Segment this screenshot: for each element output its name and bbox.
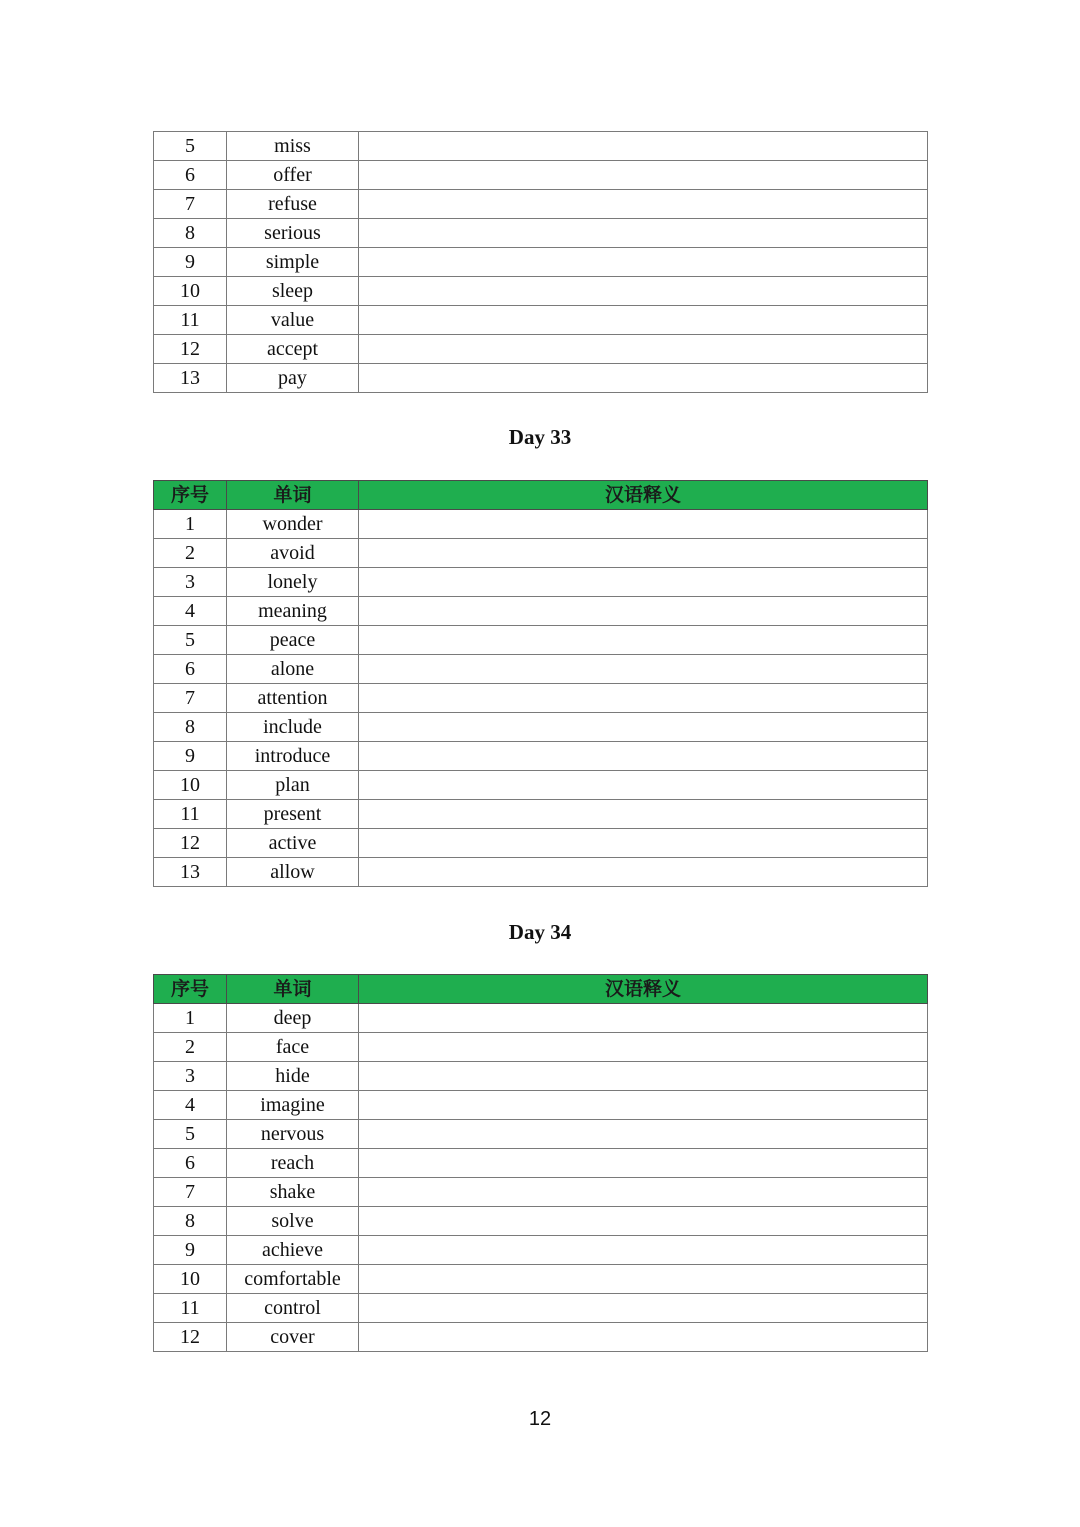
row-number: 10 — [154, 771, 227, 800]
row-number: 12 — [154, 829, 227, 858]
row-meaning — [359, 800, 928, 829]
table-row — [154, 1178, 928, 1207]
row-word: comfortable — [227, 1265, 359, 1294]
row-number: 8 — [154, 219, 227, 248]
row-meaning — [359, 626, 928, 655]
row-word: shake — [227, 1178, 359, 1207]
table-row — [154, 1207, 928, 1236]
row-meaning — [359, 335, 928, 364]
vocab-table-continued — [153, 131, 928, 393]
table-row — [154, 1323, 928, 1352]
row-word: control — [227, 1294, 359, 1323]
row-meaning — [359, 858, 928, 887]
row-meaning — [359, 1265, 928, 1294]
row-number: 6 — [154, 655, 227, 684]
row-meaning — [359, 161, 928, 190]
row-word: avoid — [227, 539, 359, 568]
row-number: 7 — [154, 1178, 227, 1207]
table-row — [154, 1004, 928, 1033]
row-meaning — [359, 829, 928, 858]
table-row — [154, 1265, 928, 1294]
vocab-table-body — [154, 1004, 928, 1352]
row-number: 5 — [154, 132, 227, 161]
row-number: 2 — [154, 1033, 227, 1062]
row-number: 12 — [154, 335, 227, 364]
row-word: offer — [227, 161, 359, 190]
table-row — [154, 335, 928, 364]
row-meaning — [359, 1323, 928, 1352]
row-number: 7 — [154, 190, 227, 219]
table-row — [154, 800, 928, 829]
row-word: simple — [227, 248, 359, 277]
row-word: refuse — [227, 190, 359, 219]
vocab-table-day-34 — [153, 974, 928, 1352]
header-row — [154, 481, 928, 510]
row-meaning — [359, 1294, 928, 1323]
row-meaning — [359, 539, 928, 568]
row-meaning — [359, 248, 928, 277]
row-word: meaning — [227, 597, 359, 626]
header-number: 序号 — [154, 481, 227, 510]
row-word: pay — [227, 364, 359, 393]
vocab-table-body — [154, 132, 928, 393]
row-number: 5 — [154, 626, 227, 655]
row-word: present — [227, 800, 359, 829]
row-number: 9 — [154, 1236, 227, 1265]
row-number: 3 — [154, 568, 227, 597]
row-number: 11 — [154, 306, 227, 335]
row-word: solve — [227, 1207, 359, 1236]
table-row — [154, 1294, 928, 1323]
row-word: cover — [227, 1323, 359, 1352]
row-meaning — [359, 1004, 928, 1033]
table-row — [154, 510, 928, 539]
row-meaning — [359, 684, 928, 713]
row-number: 11 — [154, 1294, 227, 1323]
table-row — [154, 1062, 928, 1091]
row-meaning — [359, 364, 928, 393]
row-number: 9 — [154, 248, 227, 277]
row-meaning — [359, 219, 928, 248]
table-row — [154, 190, 928, 219]
row-number: 1 — [154, 510, 227, 539]
row-number: 4 — [154, 1091, 227, 1120]
row-word: include — [227, 713, 359, 742]
row-meaning — [359, 597, 928, 626]
table-row — [154, 684, 928, 713]
row-word: sleep — [227, 277, 359, 306]
row-word: attention — [227, 684, 359, 713]
row-meaning — [359, 655, 928, 684]
table-row — [154, 1236, 928, 1265]
row-word: hide — [227, 1062, 359, 1091]
row-word: lonely — [227, 568, 359, 597]
row-number: 10 — [154, 277, 227, 306]
day-34-title: Day 34 — [508, 920, 572, 944]
table-header — [154, 481, 928, 510]
row-meaning — [359, 568, 928, 597]
table-row — [154, 742, 928, 771]
row-meaning — [359, 1062, 928, 1091]
row-word: serious — [227, 219, 359, 248]
table-row — [154, 1149, 928, 1178]
row-word: miss — [227, 132, 359, 161]
row-meaning — [359, 132, 928, 161]
table-row — [154, 655, 928, 684]
row-word: imagine — [227, 1091, 359, 1120]
row-number: 10 — [154, 1265, 227, 1294]
table-row — [154, 161, 928, 190]
table-row — [154, 306, 928, 335]
row-word: face — [227, 1033, 359, 1062]
row-meaning — [359, 1236, 928, 1265]
table-row — [154, 568, 928, 597]
table-row — [154, 219, 928, 248]
row-word: wonder — [227, 510, 359, 539]
row-number: 13 — [154, 364, 227, 393]
row-word: introduce — [227, 742, 359, 771]
row-number: 8 — [154, 1207, 227, 1236]
table-row — [154, 248, 928, 277]
row-number: 8 — [154, 713, 227, 742]
table-row — [154, 713, 928, 742]
header-meaning: 汉语释义 — [359, 975, 928, 1004]
header-word: 单词 — [227, 481, 359, 510]
table-row — [154, 539, 928, 568]
row-word: active — [227, 829, 359, 858]
row-word: plan — [227, 771, 359, 800]
table-row — [154, 132, 928, 161]
header-meaning: 汉语释义 — [359, 481, 928, 510]
row-word: reach — [227, 1149, 359, 1178]
row-number: 6 — [154, 1149, 227, 1178]
table-row — [154, 1033, 928, 1062]
row-meaning — [359, 277, 928, 306]
header-row — [154, 975, 928, 1004]
row-word: allow — [227, 858, 359, 887]
row-meaning — [359, 1207, 928, 1236]
row-number: 5 — [154, 1120, 227, 1149]
row-number: 7 — [154, 684, 227, 713]
table-row — [154, 1120, 928, 1149]
table-row — [154, 597, 928, 626]
row-number: 13 — [154, 858, 227, 887]
row-word: value — [227, 306, 359, 335]
table-row — [154, 277, 928, 306]
row-word: alone — [227, 655, 359, 684]
vocab-table-body — [154, 510, 928, 887]
row-number: 3 — [154, 1062, 227, 1091]
table-row — [154, 829, 928, 858]
day-33-title: Day 33 — [508, 425, 572, 449]
row-word: deep — [227, 1004, 359, 1033]
row-word: nervous — [227, 1120, 359, 1149]
row-word: peace — [227, 626, 359, 655]
row-number: 12 — [154, 1323, 227, 1352]
row-meaning — [359, 713, 928, 742]
table-row — [154, 771, 928, 800]
table-row — [154, 858, 928, 887]
page-number: 12 — [528, 1408, 552, 1430]
table-row — [154, 364, 928, 393]
row-meaning — [359, 742, 928, 771]
row-number: 2 — [154, 539, 227, 568]
header-number: 序号 — [154, 975, 227, 1004]
row-meaning — [359, 306, 928, 335]
row-meaning — [359, 510, 928, 539]
row-number: 11 — [154, 800, 227, 829]
table-row — [154, 626, 928, 655]
row-number: 4 — [154, 597, 227, 626]
row-meaning — [359, 1149, 928, 1178]
row-number: 9 — [154, 742, 227, 771]
row-meaning — [359, 1120, 928, 1149]
row-number: 6 — [154, 161, 227, 190]
row-meaning — [359, 771, 928, 800]
vocab-table-day-33 — [153, 480, 928, 887]
row-meaning — [359, 190, 928, 219]
row-meaning — [359, 1091, 928, 1120]
row-number: 1 — [154, 1004, 227, 1033]
row-word: achieve — [227, 1236, 359, 1265]
row-meaning — [359, 1178, 928, 1207]
table-header — [154, 975, 928, 1004]
row-meaning — [359, 1033, 928, 1062]
header-word: 单词 — [227, 975, 359, 1004]
row-word: accept — [227, 335, 359, 364]
table-row — [154, 1091, 928, 1120]
